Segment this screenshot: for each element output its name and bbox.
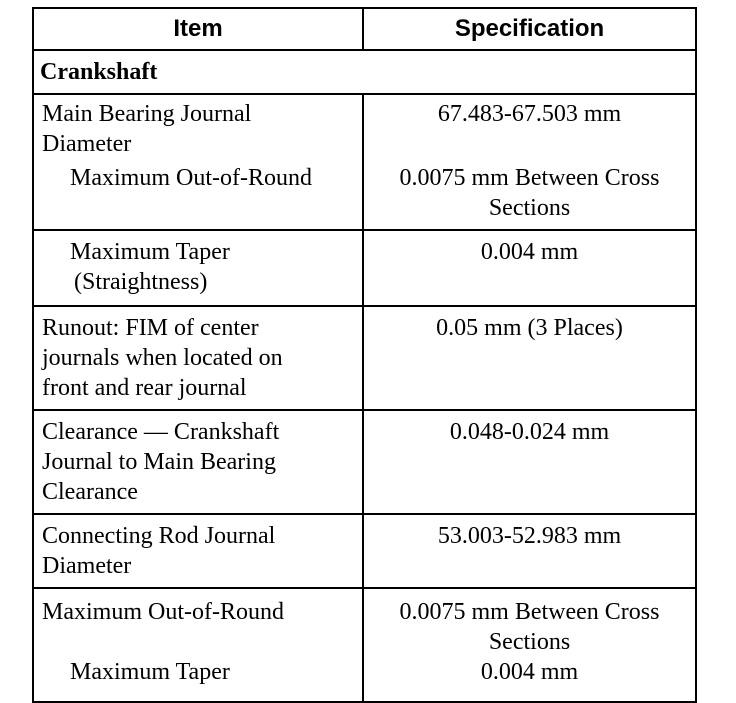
table-row [33, 514, 696, 588]
item-line: journals when located on [42, 345, 283, 371]
spec-line: 0.0075 mm Between Cross [399, 599, 660, 625]
item-line: front and rear journal [42, 375, 247, 401]
item-cell [33, 94, 363, 230]
spec-line: Sections [488, 629, 571, 655]
spec-line: 0.048-0.024 mm [449, 419, 610, 445]
spec-cell [363, 514, 696, 588]
spec-line: 0.05 mm (3 Places) [436, 315, 623, 341]
spec-line: 53.003-52.983 mm [437, 523, 622, 549]
item-cell [33, 230, 363, 306]
spec-line: 67.483-67.503 mm [437, 101, 622, 127]
section-row [33, 50, 696, 94]
item-line: Journal to Main Bearing [42, 449, 276, 475]
sub-item-line: Maximum Out-of-Round [70, 165, 312, 191]
table-row [33, 410, 696, 514]
item-cell [33, 306, 363, 410]
spec-table [32, 7, 697, 703]
item-line: Maximum Taper [70, 239, 230, 265]
sub-spec-line: 0.0075 mm Between Cross [399, 165, 660, 191]
table-row [33, 230, 696, 306]
sub-spec-line: Sections [488, 195, 571, 221]
spec-cell [363, 588, 696, 702]
sub-item-line: Maximum Taper [70, 659, 230, 685]
item-line: Diameter [42, 131, 132, 157]
item-line: Diameter [42, 553, 132, 579]
item-line: Clearance — Crankshaft [42, 419, 280, 445]
item-line: Main Bearing Journal [42, 101, 252, 127]
sub-spec-line: 0.004 mm [480, 659, 579, 685]
spec-cell [363, 306, 696, 410]
table-header-row [33, 8, 696, 50]
item-cell [33, 514, 363, 588]
section-title-crankshaft: Crankshaft [33, 50, 696, 94]
table-row [33, 588, 696, 702]
item-line: Runout: FIM of center [42, 315, 259, 341]
spec-cell [363, 410, 696, 514]
spec-cell [363, 94, 696, 230]
item-line: (Straightness) [74, 269, 208, 295]
header-item: Item [33, 8, 363, 50]
item-line: Clearance [42, 479, 138, 505]
item-cell [33, 588, 363, 702]
spec-line: 0.004 mm [480, 239, 579, 265]
table-row [33, 94, 696, 230]
item-cell [33, 410, 363, 514]
spec-cell [363, 230, 696, 306]
table-row [33, 306, 696, 410]
item-line: Maximum Out-of-Round [42, 599, 284, 625]
header-specification: Specification [363, 8, 696, 50]
item-line: Connecting Rod Journal [42, 523, 276, 549]
